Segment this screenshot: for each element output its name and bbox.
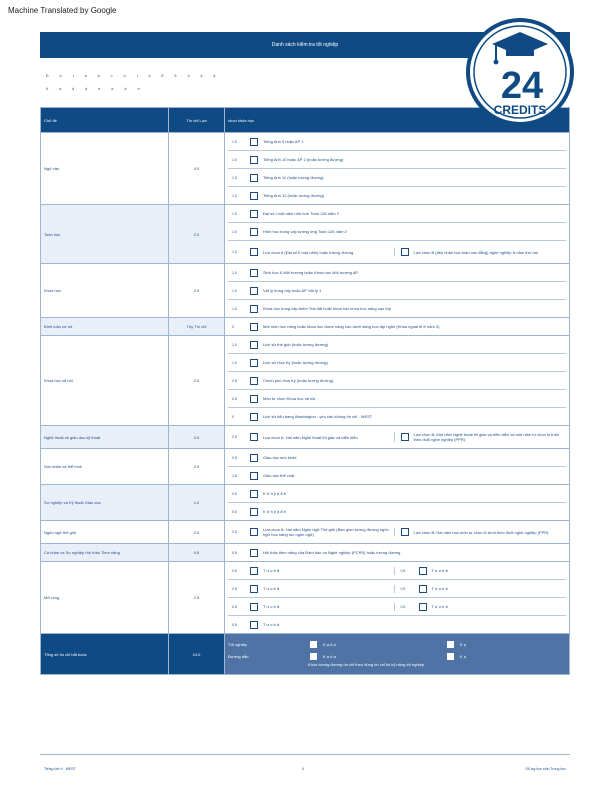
- course-list: [225, 336, 570, 426]
- course-item: [228, 354, 566, 372]
- course-item: [228, 616, 566, 633]
- course-credit: 1.0: [232, 229, 237, 234]
- course-credit: 1.5: [232, 473, 237, 478]
- course-checkbox[interactable]: [250, 472, 258, 480]
- course-label: Tiếng Anh 9 hoặc AP 1: [263, 139, 304, 144]
- alt-course-label: Lựa chọn B: Một năm Nghệ thuật thị giác và biểu diễn và một năm tự chọn lộ trình theo đuổi nghề nghiệp (PPR): [413, 432, 560, 442]
- table-row: [41, 318, 570, 336]
- required-credits: 2.0: [169, 521, 225, 544]
- alt-course-checkbox[interactable]: [401, 528, 409, 536]
- course-checkbox[interactable]: [419, 603, 427, 611]
- course-label: T ự ọ ề ă: [263, 622, 280, 627]
- course-checkbox[interactable]: [250, 549, 258, 557]
- badge-number: 24: [500, 65, 544, 107]
- course-label: Hình học trung cấp tương ứng Toán 126 năm 2: [263, 229, 347, 234]
- course-item: [228, 151, 566, 169]
- course-label: Tiếng Anh 11 (hoặc tương đương): [263, 175, 324, 180]
- path-checkbox-b[interactable]: [447, 653, 454, 660]
- course-label: Chính phủ Hoa Kỳ (hoặc tương đương): [263, 378, 334, 383]
- course-item: [228, 318, 566, 335]
- course-item: [228, 169, 566, 187]
- course-credit: 0.5: [232, 378, 237, 383]
- table-row: [41, 544, 570, 562]
- 24-credits-badge-icon: [466, 18, 574, 126]
- course-checkbox[interactable]: [250, 248, 258, 256]
- subject-area: Sự nghiệp và Kỹ thuật Giáo dục: [41, 485, 169, 521]
- course-credit: 0.5: [232, 455, 237, 460]
- course-credit: 0.5: [232, 396, 237, 401]
- course-credit: 1.0: [232, 270, 237, 275]
- table-row: [41, 336, 570, 426]
- required-credits: 2.0: [169, 205, 225, 264]
- course-item: [228, 485, 566, 503]
- translation-banner: Machine Translated by Google: [8, 6, 117, 15]
- course-credit: 0: [232, 324, 234, 329]
- course-label: Hội thảo tiềm năng của Đảm bảo và Nghề nghiệp (PCRS) hoặc tương đương: [263, 550, 401, 555]
- path-checkbox-a[interactable]: [310, 653, 317, 660]
- course-item: [228, 544, 566, 561]
- course-credit: 1.0: [232, 288, 237, 293]
- course-label: Môn tự chọn Khoa học xã hội: [263, 396, 316, 401]
- course-checkbox[interactable]: [250, 377, 258, 385]
- course-checkbox[interactable]: [250, 454, 258, 462]
- subject-area: Sức khỏe và thể hình: [41, 449, 169, 485]
- table-row: [41, 264, 570, 318]
- course-checkbox[interactable]: [250, 621, 258, 629]
- course-list: [225, 562, 570, 634]
- course-credit: 1.0: [232, 360, 237, 365]
- total-row: [41, 634, 570, 675]
- checklist-table: [40, 107, 570, 675]
- course-credit: 0.5: [400, 604, 406, 609]
- course-checkbox[interactable]: [250, 269, 258, 277]
- course-credit: 0.5: [400, 586, 406, 591]
- course-label: Lựa chọn A: Hai năm Nghệ thuật thị giác và biểu diễn: [263, 434, 358, 440]
- course-credit: 2.0: [232, 435, 237, 439]
- course-checkbox[interactable]: [250, 192, 258, 200]
- course-label: K ữ h ỹ ậ ẩ ề: [263, 491, 286, 496]
- course-credit: 1.0: [232, 139, 237, 144]
- course-item: [228, 521, 566, 543]
- course-item: [228, 449, 566, 467]
- course-credit: 0.5: [232, 622, 237, 627]
- course-credit: 0.5: [232, 604, 237, 609]
- header-area: Chủ đề: [41, 108, 169, 133]
- header-credits: Tín chỉ Lựa: [169, 108, 225, 133]
- course-checkbox[interactable]: [250, 174, 258, 182]
- course-credit: 0.5: [232, 568, 237, 573]
- course-checkbox[interactable]: [250, 138, 258, 146]
- course-item: [228, 241, 566, 263]
- intro-line-2: ở ạ ả ậ ơ ợ ả ờ: [46, 87, 145, 91]
- course-item: [228, 503, 566, 520]
- course-item: [228, 264, 566, 282]
- course-checkbox[interactable]: [250, 305, 258, 313]
- course-label: Giáo dục sức khỏe: [263, 455, 297, 460]
- course-checkbox[interactable]: [250, 156, 258, 164]
- course-item: [228, 598, 566, 616]
- subject-area: Cá nhân và Sự nghiệp Hội thảo Tiềm năng: [41, 544, 169, 562]
- required-credits: 2.0: [169, 264, 225, 318]
- course-label: T ự ọ ề ă: [431, 604, 448, 609]
- course-list: [225, 205, 570, 264]
- course-checkbox[interactable]: [250, 585, 258, 593]
- intro-line-1: Đ ợ t â â ọ ơ ị â ể ở ỏ ầ ậ: [46, 74, 221, 78]
- plan-checkbox-a[interactable]: [310, 641, 317, 648]
- course-credit: 0.5: [232, 491, 237, 496]
- required-credits: 2.0: [169, 449, 225, 485]
- alt-course-label: Lựa chọn B (tiếp nhận học toán cao đẳng) nghề nghiệp ở năm thứ hai: [413, 249, 538, 255]
- course-list: [225, 485, 570, 521]
- plan-checkbox-b[interactable]: [447, 641, 454, 648]
- course-list: [225, 426, 570, 449]
- table-row: [41, 485, 570, 521]
- table-row: [41, 562, 570, 634]
- subject-area: Khoa học: [41, 264, 169, 318]
- course-label: Lựa chọn A (Đại số II một năm) hoặc tương đương: [263, 249, 354, 255]
- course-checkbox[interactable]: [250, 228, 258, 236]
- page-number: 4: [302, 767, 304, 771]
- required-credits: 0.5: [169, 544, 225, 562]
- table-row: [41, 426, 570, 449]
- subject-area: Nghệ thuật và giáo dục kỹ thuật: [41, 426, 169, 449]
- course-label: T ự ọ ề ă: [263, 568, 280, 573]
- course-label: T ự ọ ề ă: [431, 586, 448, 591]
- course-label: Một môn học nâng hoặc khoa học được nâng cao dưới dạng học tập nghề (Khóa ngoại lệ ở năm 3): [263, 324, 440, 329]
- course-label: Vật lý trung cấp hoặc AP Vật lý 1: [263, 288, 322, 293]
- course-list: [225, 544, 570, 562]
- course-checkbox[interactable]: [250, 359, 258, 367]
- course-credit: 1.0: [232, 175, 237, 180]
- course-item: [228, 372, 566, 390]
- course-checkbox[interactable]: [250, 603, 258, 611]
- course-credit: 1.0: [232, 342, 237, 347]
- total-credits: 24.0: [169, 634, 225, 675]
- course-checkbox[interactable]: [250, 433, 258, 441]
- required-credits: 2.5: [169, 562, 225, 634]
- course-checkbox[interactable]: [250, 490, 258, 498]
- footer-left: Tiếng Anh 9 - WEST: [44, 767, 76, 771]
- required-credits: Tùy Tín chỉ: [169, 318, 225, 336]
- course-credit: 0.5: [232, 550, 237, 555]
- course-credit: 1.0: [232, 306, 237, 311]
- course-credit: 1.0: [232, 250, 237, 254]
- course-credit: 0: [232, 414, 234, 419]
- course-item: [228, 390, 566, 408]
- course-item: [228, 223, 566, 241]
- subject-area: Khoa học xã hội: [41, 336, 169, 426]
- course-checkbox[interactable]: [250, 323, 258, 331]
- course-checkbox[interactable]: [419, 567, 427, 575]
- course-checkbox[interactable]: [250, 528, 258, 536]
- course-label: Sinh học & Môi trường hoặc Khoa học Môi trường AP: [263, 270, 359, 275]
- course-checkbox[interactable]: [250, 395, 258, 403]
- course-label: K ữ h ỹ ậ ẩ ề: [263, 509, 286, 514]
- course-label: Khoa học trung cấp thêm Trái đất hoặc khoa học khoa học nâng cao lớp: [263, 306, 392, 311]
- total-summary: Tốt nghiệp K ạ ộ ợ K ạ Đường dẫn K ạ ộ ợ K ạ Khóa tương đương tín chỉ theo đúng tín chỉ thi kỹ năng tốt nghiệp: [225, 634, 570, 675]
- course-checkbox[interactable]: [250, 287, 258, 295]
- course-list: [225, 264, 570, 318]
- course-checkbox[interactable]: [250, 341, 258, 349]
- course-label: Lịch sử tiểu bang Washington - yêu cầu không tín chỉ - WEST: [263, 414, 373, 419]
- header-courses: chọn khóa học: [225, 108, 570, 133]
- required-credits: 2.0: [169, 336, 225, 426]
- course-label: Lựa chọn A: Hai năm Ngôn ngữ Thế giới (Bao gồm tương đương ngôn ngữ học năng lực ngôn ngữ): [263, 527, 389, 537]
- table-row: [41, 205, 570, 264]
- course-credit: 1.0: [232, 157, 237, 162]
- page-footer: [40, 754, 570, 771]
- total-label: Tổng số tín chỉ bắt buộc: [41, 634, 169, 675]
- badge-word: CREDITS: [493, 103, 547, 117]
- course-checkbox[interactable]: [250, 567, 258, 575]
- course-list: [225, 133, 570, 205]
- course-credit: 2.0: [232, 530, 237, 534]
- footer-right: Sổ tay học sinh Trung học: [525, 767, 566, 771]
- required-credits: 2.0: [169, 426, 225, 449]
- course-item: [228, 300, 566, 317]
- subject-area: Ngữ văn: [41, 133, 169, 205]
- subject-area: Ngôn ngữ thế giới: [41, 521, 169, 544]
- course-label: Lịch sử Hoa Kỳ (hoặc tương đương): [263, 360, 328, 365]
- alt-course-checkbox[interactable]: [401, 433, 409, 441]
- course-label: Đại số I một năm nhỏ hơn Toán 126 năm 2: [263, 211, 339, 216]
- page-title: Danh sách kiểm tra tốt nghiệp: [40, 32, 570, 58]
- table-row: [41, 521, 570, 544]
- course-list: [225, 449, 570, 485]
- course-checkbox[interactable]: [250, 210, 258, 218]
- course-credit: 0.5: [400, 568, 406, 573]
- course-credit: 0.5: [232, 586, 237, 591]
- course-item: [228, 336, 566, 354]
- course-credit: 1.0: [232, 211, 237, 216]
- course-item: [228, 426, 566, 448]
- course-item: [228, 408, 566, 425]
- course-label: T ự ọ ề ă: [431, 568, 448, 573]
- course-credit: 1.0: [232, 193, 237, 198]
- course-item: [228, 282, 566, 300]
- course-item: [228, 205, 566, 223]
- course-item: [228, 467, 566, 484]
- course-item: [228, 562, 566, 580]
- required-credits: 1.0: [169, 485, 225, 521]
- alt-course-checkbox[interactable]: [401, 248, 409, 256]
- required-credits: 4.0: [169, 133, 225, 205]
- table-row: [41, 449, 570, 485]
- subject-area: Mở rộng: [41, 562, 169, 634]
- course-label: Tiếng Anh 12 (hoặc tương đương): [263, 193, 324, 198]
- course-item: [228, 580, 566, 598]
- course-credit: 0.5: [232, 509, 237, 514]
- course-list: [225, 521, 570, 544]
- course-checkbox[interactable]: [250, 413, 258, 421]
- course-label: Lịch sử thế giới (hoặc tương đương): [263, 342, 329, 347]
- course-label: T ự ọ ề ă: [263, 604, 280, 609]
- course-checkbox[interactable]: [250, 508, 258, 516]
- subject-area: Toán học: [41, 205, 169, 264]
- course-label: T ự ọ ề ă: [263, 586, 280, 591]
- course-checkbox[interactable]: [419, 585, 427, 593]
- subject-area: Bình luận cơ sở: [41, 318, 169, 336]
- course-item: [228, 133, 566, 151]
- table-row: [41, 133, 570, 205]
- course-label: Tiếng Anh 10 hoặc AP 2 (hoặc tương đương): [263, 157, 344, 162]
- course-label: Giáo dục thể chất: [263, 473, 295, 478]
- alt-course-label: Lựa chọn B: Hai năm học môn tự chọn lộ trình theo đuổi nghề nghiệp (PPR): [413, 529, 549, 535]
- course-item: [228, 187, 566, 204]
- course-list: [225, 318, 570, 336]
